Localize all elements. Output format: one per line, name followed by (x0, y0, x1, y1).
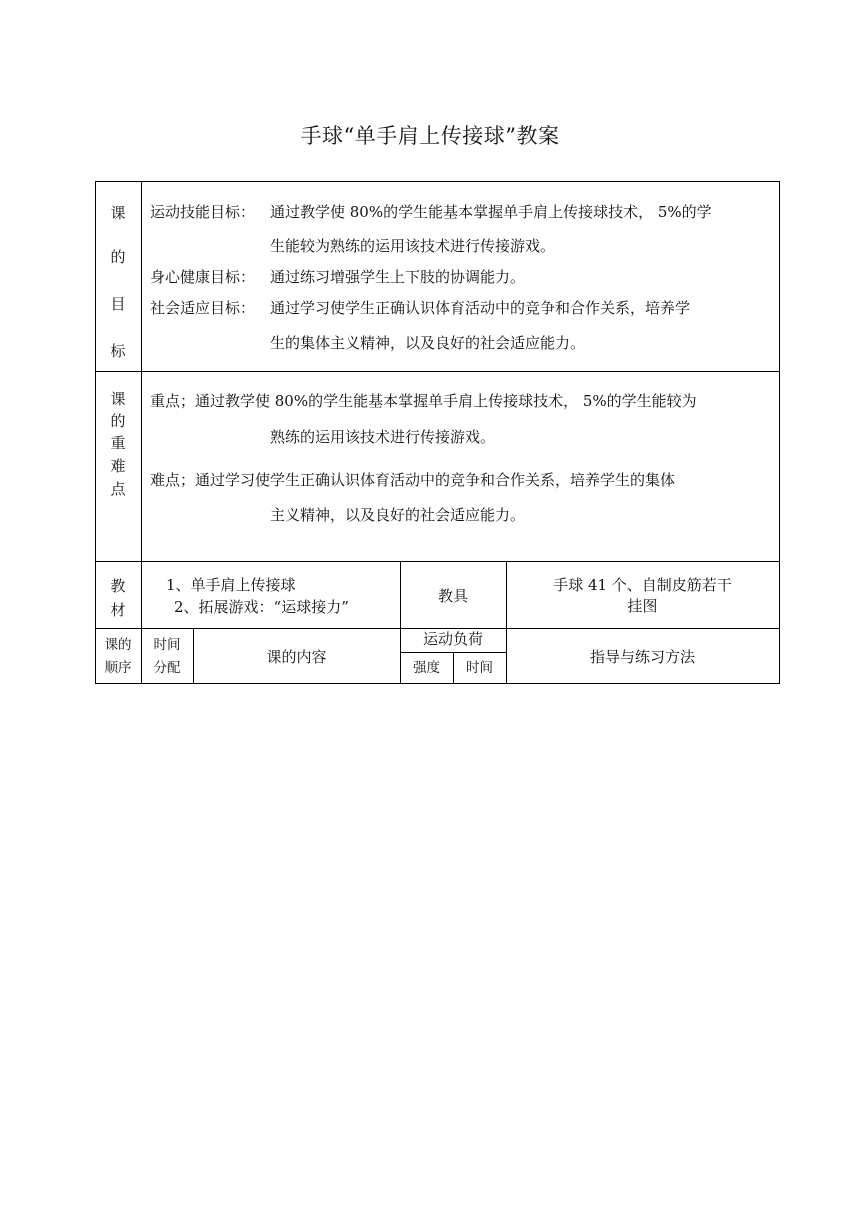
time-header-line-2: 分配 (153, 660, 181, 676)
equipment-label: 教具 (437, 587, 468, 605)
objectives-label-char-3: 目 (110, 295, 126, 313)
order-header-line-2: 顺序 (104, 660, 132, 676)
keypoints-label-char-1: 课 (110, 390, 126, 408)
objective-social-prefix: 社会适应目标： (150, 299, 256, 317)
difficulty-text: 难点；通过学习使学生正确认识体育活动中的竞争和合作关系，培养学生的集体 (150, 471, 676, 489)
keypoints-label-char-2: 的 (110, 412, 126, 430)
equipment-line-2: 挂图 (627, 597, 658, 615)
load-header: 运动负荷 (422, 630, 483, 648)
difficulty-text-cont: 主义精神，以及良好的社会适应能力。 (270, 506, 526, 524)
row-divider-1 (95, 371, 780, 372)
document-title: 手球“单手肩上传接球”教案 (300, 124, 560, 148)
objectives-label-char-1: 课 (110, 204, 126, 222)
keypoints-label-char-4: 难 (110, 457, 126, 475)
objective-motor-text-cont: 生能较为熟练的运用该技术进行传接游戏。 (270, 237, 556, 255)
table-border-bottom (95, 683, 780, 684)
keypoints-label-char-5: 点 (110, 480, 126, 498)
label-column-divider (141, 181, 142, 628)
objectives-label-char-2: 的 (110, 248, 126, 266)
objective-motor-text: 通过教学使 80%的学生能基本掌握单手肩上传接球技术， 5%的学 (270, 203, 712, 221)
materials-label-char-2: 材 (110, 601, 126, 619)
materials-label-char-1: 教 (110, 577, 126, 595)
order-header-line-1: 课的 (104, 637, 132, 653)
keypoints-label-char-3: 重 (110, 434, 126, 452)
equipment-line-1: 手球 41 个、自制皮筋若干 (553, 576, 732, 594)
material-item-2: 2、拓展游戏：“运球接力” (174, 598, 349, 616)
objective-health-text: 通过练习增强学生上下肢的协调能力。 (270, 268, 526, 286)
objective-social-text-cont: 生的集体主义精神，以及良好的社会适应能力。 (270, 334, 586, 352)
intensity-header: 强度 (413, 660, 440, 676)
objective-health-prefix: 身心健康目标： (150, 268, 256, 286)
objectives-label-char-4: 标 (110, 342, 126, 360)
row-divider-2 (95, 561, 780, 562)
table-border-right (779, 181, 780, 684)
table-border-top (95, 181, 780, 182)
objective-motor-prefix: 运动技能目标： (150, 203, 256, 221)
content-header: 课的内容 (266, 648, 327, 666)
method-header: 指导与练习方法 (589, 648, 695, 666)
time-header-line-1: 时间 (153, 637, 181, 653)
duration-header: 时间 (466, 660, 493, 676)
focus-text: 重点；通过教学使 80%的学生能基本掌握单手肩上传接球技术， 5%的学生能较为 (150, 392, 697, 410)
material-item-1: 1、单手肩上传接球 (166, 576, 296, 594)
objective-social-text: 通过学习使学生正确认识体育活动中的竞争和合作关系，培养学 (270, 299, 691, 317)
focus-text-cont: 熟练的运用该技术进行传接游戏。 (270, 428, 496, 446)
